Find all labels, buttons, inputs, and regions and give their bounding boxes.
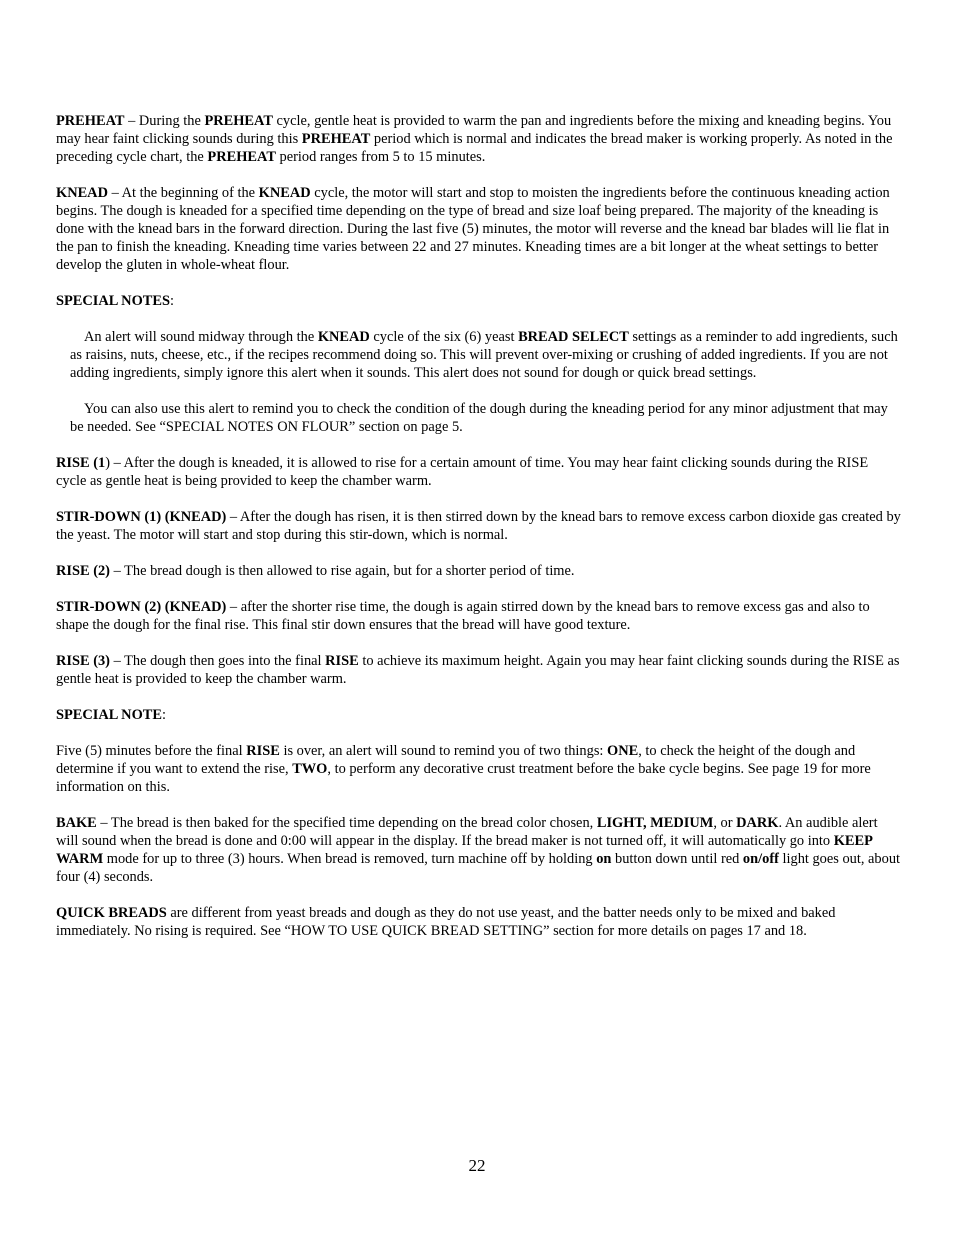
knead-term: KNEAD <box>56 185 108 201</box>
rise-3-term: RISE (3) <box>56 653 110 669</box>
rise-2-paragraph: RISE (2) – The bread dough is then allowed to rise again, but for a shorter period of time. <box>56 563 575 579</box>
bake-term: BAKE <box>56 815 97 831</box>
special-notes-heading: SPECIAL NOTES: <box>56 293 174 309</box>
quick-breads-paragraph: QUICK BREADS are different from yeast breads and dough as they do not use yeast, and the batter needs only to be mixed and baked immediately. No rising is required. See “HOW TO USE QUICK BREAD SETTING” section for more details on pages 17 and 18. <box>56 905 836 939</box>
stir-down-1-term: STIR-DOWN (1) (KNEAD) <box>56 509 227 525</box>
special-note-2: You can also use this alert to remind you to check the condition of the dough during the kneading period for any minor adjustment that may be needed. See “SPECIAL NOTES ON FLOUR” section on page 5. <box>70 401 888 435</box>
special-note-heading: SPECIAL NOTE: <box>56 707 166 723</box>
special-note-paragraph: Five (5) minutes before the final RISE is over, an alert will sound to remind you of two things: ONE, to check the height of the dough and determine if you want to extend the rise, TWO, to perform any decorative crust treatment before the bake cycle begins. See page 19 for more information on this. <box>56 743 871 795</box>
preheat-term: PREHEAT <box>56 113 125 129</box>
rise-1-paragraph: RISE (1) – After the dough is kneaded, it is allowed to rise for a certain amount of time. You may hear faint clicking sounds during the RISE cycle as gentle heat is being provided to keep the chamber warm. <box>56 455 869 489</box>
stir-down-2-term: STIR-DOWN (2) (KNEAD) <box>56 599 227 615</box>
rise-2-term: RISE (2) <box>56 563 110 579</box>
stir-down-2-paragraph: STIR-DOWN (2) (KNEAD) – after the shorter rise time, the dough is again stirred down by the knead bars to remove excess gas and also to shape the dough for the final rise. This final stir down ensures that the bread will have good texture. <box>56 599 870 633</box>
rise-1-term: RISE (1 <box>56 455 106 471</box>
preheat-paragraph: PREHEAT – During the PREHEAT cycle, gentle heat is provided to warm the pan and ingredients before the mixing and kneading begins. You may hear faint clicking sounds during this PREHEAT period which is normal and indicates the bread maker is working properly. As noted in the preceding cycle chart, the PREHEAT period ranges from 5 to 15 minutes. <box>56 113 893 165</box>
bake-paragraph: BAKE – The bread is then baked for the specified time depending on the bread color chosen, LIGHT, MEDIUM, or DARK. An audible alert will sound when the bread is done and 0:00 will appear in the display. If the bread maker is not turned off, it will automatically go into KEEP WARM mode for up to three (3) hours. When bread is removed, turn machine off by holding on button down until red on/off light goes out, about four (4) seconds. <box>56 815 901 885</box>
stir-down-1-paragraph: STIR-DOWN (1) (KNEAD) – After the dough has risen, it is then stirred down by the knead bars to remove excess carbon dioxide gas created by the yeast. The motor will start and stop during this stir-down, which is normal. <box>56 509 901 543</box>
knead-paragraph: KNEAD – At the beginning of the KNEAD cycle, the motor will start and stop to moisten the ingredients before the continuous kneading action begins. The dough is kneaded for a specified time depending on the type of bread and size loaf being prepared. The majority of the kneading is done with the knead bars in the forward direction. During the last five (5) minutes, the motor will reverse and the knead bar blades will lie flat in the pan to finish the kneading. Kneading time varies between 22 and 27 minutes. Kneading times are a bit longer at the wheat settings to better develop the gluten in whole-wheat flour. <box>56 185 890 273</box>
special-note-1: An alert will sound midway through the KNEAD cycle of the six (6) yeast BREAD SELECT settings as a reminder to add ingredients, such as raisins, nuts, cheese, etc., if the recipes recommend doing so. This will prevent over-mixing or crushing of added ingredients. If you are not adding ingredients, simply ignore this alert when it sounds. This alert does not sound for dough or quick bread settings. <box>70 329 898 381</box>
quick-breads-term: QUICK BREADS <box>56 905 167 921</box>
page-number: 22 <box>468 1156 486 1175</box>
document-page <box>56 112 901 958</box>
rise-3-paragraph: RISE (3) – The dough then goes into the final RISE to achieve its maximum height. Again you may hear faint clicking sounds during the RISE as gentle heat is provided to keep the chamber warm. <box>56 653 900 687</box>
